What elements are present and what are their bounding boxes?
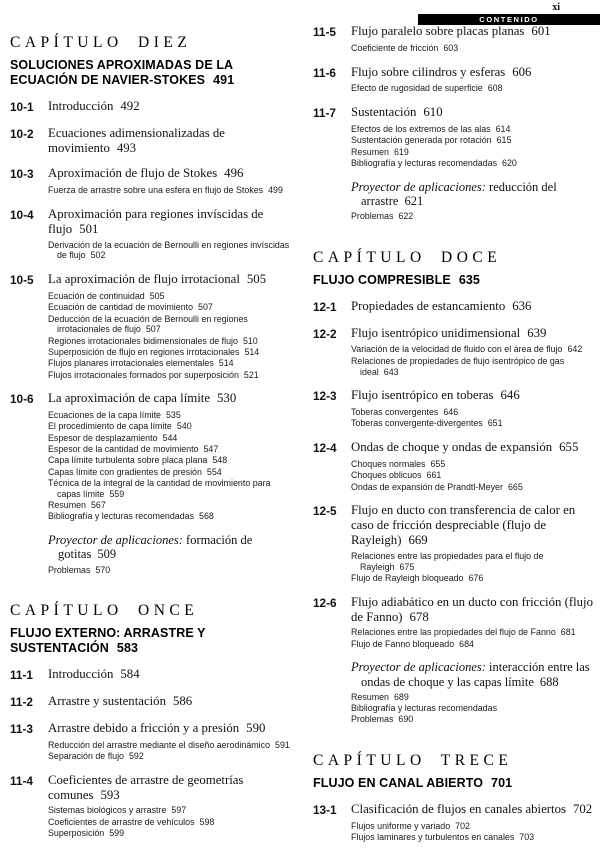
entry-page: 701	[491, 776, 513, 791]
toc-subentry	[48, 185, 291, 196]
entry-text	[48, 694, 293, 710]
toc-entry	[10, 207, 293, 237]
entry-page: 610	[423, 105, 443, 120]
entry-title: Propiedades de estancamiento	[351, 298, 506, 313]
entry-page: 676	[468, 572, 484, 583]
entry-title: Efectos de los extremos de las alas	[351, 123, 491, 134]
entry-title: Problemas	[351, 714, 394, 725]
entry-number: 11-4	[10, 773, 33, 788]
toc-subentry	[48, 314, 291, 336]
entry-page: 510	[242, 335, 258, 346]
toc-entry	[313, 388, 600, 404]
toc-subentry	[351, 459, 598, 470]
entry-page: 584	[120, 667, 140, 682]
entry-title: Sistemas biológicos y arrastre	[48, 805, 167, 816]
entry-page: 530	[217, 391, 237, 406]
entry-title: Flujos uniforme y variado	[351, 821, 451, 831]
page-number: xi	[552, 2, 560, 13]
entry-text	[351, 503, 600, 547]
entry-page: 496	[224, 166, 244, 181]
chapter-title	[10, 626, 293, 656]
project-entry	[351, 180, 600, 208]
entry-title: interacción entre las ondas de choque y las capas límite	[361, 660, 590, 689]
entry-text	[48, 99, 293, 115]
entry-page: 554	[206, 466, 222, 477]
entry-page: 535	[165, 410, 181, 421]
entry-number: 10-5	[10, 273, 34, 288]
entry-number: 10-4	[10, 207, 34, 222]
entry-title: Choques oblicuos	[351, 470, 422, 481]
entry-title: Variación de la velocidad de fluido con el área de flujo	[351, 344, 563, 355]
entry-number: 10-6	[10, 392, 34, 407]
entry-title: Ondas de expansión de Prandtl-Meyer	[351, 481, 503, 492]
entry-title: La aproximación de capa límite	[48, 391, 211, 406]
toc-subentry	[351, 158, 598, 169]
entry-page: 507	[145, 324, 161, 335]
entry-page: 570	[95, 564, 111, 575]
entry-title: Espesor de desplazamiento	[48, 432, 158, 443]
entry-page: 590	[246, 720, 266, 735]
entry-page: 684	[459, 638, 474, 649]
entry-title: Relaciones entre las propiedades del flujo de Fanno	[351, 627, 556, 638]
entry-page: 655	[430, 459, 446, 470]
entry-text	[48, 166, 293, 182]
entry-page: 603	[443, 42, 459, 53]
entry-title: Bibliografía y lecturas recomendadas	[48, 511, 195, 522]
entry-lead: Proyector de aplicaciones:	[351, 179, 486, 194]
entry-title: Toberas convergente-divergentes	[351, 418, 483, 429]
entry-page: 601	[531, 24, 551, 38]
entry-page: 646	[443, 407, 459, 418]
toc-subentry	[351, 135, 598, 146]
toc-subentry	[351, 714, 598, 725]
toc-entry	[10, 667, 293, 683]
toc-subentry	[48, 240, 291, 262]
entry-page: 499	[268, 185, 283, 196]
entry-title: Coeficientes de arrastre de vehículos	[48, 816, 195, 827]
entry-title: Superposición de flujo en regiones irrotacionales	[48, 346, 240, 357]
chapter-title	[10, 58, 293, 88]
toc-subentry	[48, 444, 291, 455]
toc-subentry	[48, 751, 291, 762]
entry-page: 639	[527, 325, 547, 340]
entry-page: 620	[502, 157, 517, 168]
entry-title: Capa límite turbulenta sobre placa plana	[48, 455, 208, 466]
entry-text	[48, 207, 293, 237]
entry-page: 646	[500, 388, 520, 403]
entry-page: 599	[109, 827, 125, 838]
entry-page: 661	[426, 470, 442, 481]
entry-number: 12-5	[313, 504, 337, 519]
entry-title: Resumen	[48, 500, 86, 511]
toc-subentry	[351, 344, 598, 355]
entry-title: Separación de flujo	[48, 751, 124, 761]
entry-page: 547	[203, 444, 219, 455]
toc-entry	[313, 595, 600, 625]
entry-title: Flujo de Fanno bloqueado	[351, 638, 455, 649]
project-entry	[48, 533, 293, 561]
entry-page: 622	[398, 211, 414, 222]
entry-page: 643	[383, 366, 399, 377]
toc-subentry	[48, 455, 291, 466]
entry-number: 10-1	[10, 100, 34, 114]
toc-entry	[313, 105, 600, 121]
entry-page: 586	[172, 694, 193, 709]
toc-entry	[313, 440, 600, 456]
toc-entry	[313, 503, 600, 547]
entry-page: 514	[218, 358, 234, 369]
entry-text	[351, 802, 600, 818]
entry-title: Relaciones entre las propiedades para el flujo de Rayleigh	[351, 550, 544, 572]
entry-page: 703	[519, 832, 535, 843]
entry-number: 12-6	[313, 595, 337, 610]
entry-title: Sustentación	[351, 105, 417, 120]
entry-page: 559	[109, 488, 125, 499]
entry-page: 651	[487, 418, 503, 429]
entry-page: 505	[246, 272, 267, 287]
entry-page: 690	[398, 714, 414, 725]
chapter-heading	[313, 249, 600, 266]
entry-page: 635	[458, 272, 480, 287]
entry-title: reducción del arrastre	[361, 179, 557, 208]
entry-title: Ecuaciones adimensionalizadas de movimiento	[48, 125, 225, 155]
entry-number: 11-5	[313, 25, 336, 39]
entry-number: 12-3	[313, 389, 337, 404]
toc-subentry	[351, 482, 598, 493]
toc-subentry	[48, 817, 291, 828]
entry-title: Flujos irrotacionales formados por superposición	[48, 369, 239, 380]
entry-page: 606	[512, 64, 532, 79]
entry-title: SOLUCIONES APROXIMADAS DE LA ECUACIÓN DE NAVIER-STOKES	[10, 58, 233, 87]
toc-subentry	[48, 433, 291, 444]
entry-number: 12-4	[313, 441, 337, 456]
toc-subentry	[48, 828, 291, 839]
entry-title: Ecuación de continuidad	[48, 290, 145, 301]
entry-title: Regiones irrotacionales bidimensionales de flujo	[48, 335, 238, 346]
entry-text	[351, 299, 600, 315]
toc-entry	[10, 391, 293, 407]
toc-subentry	[48, 478, 291, 500]
toc-entry	[313, 24, 600, 40]
entry-title: Flujo paralelo sobre placas planas	[351, 24, 525, 38]
toc-subentry	[48, 336, 291, 347]
entry-title: Toberas convergentes	[351, 407, 439, 418]
toc-entry	[10, 99, 293, 115]
chapter-title	[313, 273, 600, 288]
entry-title: Reducción del arrastre mediante el diseño aerodinámico	[48, 739, 271, 750]
entry-page: 702	[455, 821, 470, 831]
entry-page: 597	[171, 805, 187, 816]
toc-subentry	[48, 347, 291, 358]
entry-text	[351, 105, 600, 121]
entry-text	[48, 126, 293, 156]
entry-title: Arrastre y sustentación	[48, 694, 166, 709]
entry-title: Sustentación generada por rotación	[351, 135, 492, 146]
entry-page: 642	[567, 344, 583, 355]
entry-page: 505	[149, 290, 165, 301]
toc-subentry	[48, 370, 291, 381]
entry-title: Capas límite con gradientes de presión	[48, 466, 202, 477]
entry-page: 502	[90, 250, 106, 261]
toc-subentry	[48, 302, 291, 313]
chapter-heading-text: CAPÍTULO ONCE	[10, 602, 199, 620]
entry-page: 514	[244, 346, 260, 357]
toc-subentry	[351, 551, 598, 573]
running-header-label: CONTENIDO	[479, 15, 539, 24]
toc-subentry	[351, 147, 598, 158]
entry-page: 491	[213, 73, 235, 87]
project-entry	[351, 660, 600, 688]
chapter-heading-text: CAPÍTULO DIEZ	[10, 34, 192, 51]
toc-entry	[10, 272, 293, 288]
toc-entry	[10, 694, 293, 710]
entry-title: Flujo isentrópico unidimensional	[351, 325, 521, 340]
entry-page: 689	[393, 691, 409, 702]
entry-title: Coeficientes de arrastre de geometrías comunes	[48, 772, 244, 802]
chapter-heading-text: CAPÍTULO TRECE	[313, 752, 513, 770]
toc-subentry	[351, 832, 598, 843]
entry-title: Bibliografía y lecturas recomendadas	[351, 703, 498, 714]
toc-subentry	[351, 821, 598, 832]
entry-page: 675	[399, 561, 415, 572]
entry-title: Superposición	[48, 827, 105, 838]
entry-page: 583	[116, 641, 139, 656]
entry-title: Efecto de rugosidad de superficie	[351, 83, 483, 94]
entry-text	[48, 773, 293, 803]
entry-page: 591	[275, 739, 290, 750]
entry-title: FLUJO EXTERNO: ARRASTRE Y SUSTENTACIÓN	[10, 626, 206, 656]
entry-page: 501	[79, 221, 99, 236]
entry-page: 615	[496, 135, 512, 146]
toc-entry	[10, 773, 293, 803]
toc-subentry	[351, 418, 598, 429]
entry-title: Bibliografía y lecturas recomendadas	[351, 157, 498, 168]
entry-page: 621	[404, 193, 424, 208]
toc-entry	[10, 126, 293, 156]
chapter-heading	[10, 602, 293, 619]
entry-lead: Proyector de aplicaciones:	[48, 533, 183, 548]
entry-page: 540	[176, 421, 192, 432]
toc-subentry	[351, 627, 598, 638]
toc-subentry	[48, 467, 291, 478]
toc-entry	[313, 326, 600, 342]
entry-title: Ecuaciones de la capa límite	[48, 410, 161, 421]
chapter-heading-text: CAPÍTULO DOCE	[313, 248, 502, 266]
entry-title: Deducción de la ecuación de Bernoulli en regiones irrotacionales de flujo	[48, 313, 248, 335]
entry-title: FLUJO EN CANAL ABIERTO	[313, 776, 484, 791]
entry-title: Aproximación para regiones invíscidas de flujo	[48, 206, 264, 236]
entry-title: Flujos planares irrotacionales elementales	[48, 358, 214, 369]
entry-number: 12-2	[313, 326, 337, 341]
entry-title: Relaciones de propiedades de flujo isentrópico de gas ideal	[351, 355, 565, 377]
entry-page: 614	[495, 123, 511, 134]
entry-page: 544	[162, 432, 178, 443]
entry-text	[351, 24, 600, 40]
entry-title: Fuerza de arrastre sobre una esfera en flujo de Stokes	[48, 185, 264, 196]
entry-page: 678	[409, 609, 429, 624]
entry-number: 11-6	[313, 65, 336, 80]
entry-title: Derivación de la ecuación de Bernoulli en regiones invíscidas de flujo	[48, 239, 290, 261]
entry-title: Técnica de la integral de la cantidad de movimiento para capas límite	[48, 477, 271, 499]
entry-text	[48, 272, 293, 288]
entry-page: 655	[559, 440, 579, 455]
entry-page: 567	[90, 500, 106, 511]
toc-subentry	[351, 692, 598, 703]
entry-text	[351, 440, 600, 456]
toc-subentry	[48, 565, 291, 576]
toc-subentry	[351, 83, 598, 94]
toc-subentry	[351, 639, 598, 650]
entry-lead: Proyector de aplicaciones:	[351, 660, 486, 675]
entry-title: Flujo isentrópico en toberas	[351, 388, 494, 403]
entry-number: 11-2	[10, 695, 33, 710]
toc-subentry	[351, 211, 598, 222]
toc-subentry	[48, 421, 291, 432]
entry-title: Clasificación de flujos en canales abiertos	[351, 802, 566, 817]
entry-title: FLUJO COMPRESIBLE	[313, 272, 451, 287]
entry-text	[48, 667, 293, 683]
toc-entry	[313, 299, 600, 315]
entry-title: Arrastre debido a fricción y a presión	[48, 720, 240, 735]
entry-page: 636	[512, 298, 532, 313]
toc-subentry	[48, 291, 291, 302]
entry-title: Coeficiente de fricción	[351, 42, 439, 53]
entry-text	[351, 65, 600, 81]
entry-number: 11-1	[10, 668, 33, 683]
toc-entry	[313, 802, 600, 818]
toc-subentry	[351, 573, 598, 584]
entry-text	[48, 391, 293, 407]
entry-number: 12-1	[313, 299, 337, 314]
entry-text	[351, 595, 600, 625]
entry-page: 702	[572, 802, 593, 817]
toc-subentry	[351, 356, 598, 378]
entry-page: 608	[487, 83, 503, 94]
entry-title: Ondas de choque y ondas de expansión	[351, 440, 553, 455]
toc-subentry	[48, 511, 291, 522]
toc-subentry	[48, 805, 291, 816]
entry-text	[351, 388, 600, 404]
entry-title: La aproximación de flujo irrotacional	[48, 272, 240, 287]
entry-title: Flujo en ducto con transferencia de calor en caso de fricción despreciable (flujo de Rayleigh)	[351, 503, 576, 548]
toc-columns	[10, 22, 600, 843]
entry-number: 11-7	[313, 106, 336, 121]
entry-title: Problemas	[48, 564, 91, 575]
entry-text	[48, 721, 293, 737]
entry-page: 548	[212, 455, 228, 466]
entry-title: Espesor de la cantidad de movimiento	[48, 444, 199, 455]
entry-page: 507	[198, 302, 213, 313]
toc-subentry	[351, 470, 598, 481]
entry-number: 10-3	[10, 167, 34, 182]
toc-subentry	[351, 43, 598, 54]
toc-subentry	[351, 703, 598, 714]
entry-page: 568	[199, 511, 214, 522]
entry-title: formación de gotitas	[58, 533, 253, 562]
toc-subentry	[351, 124, 598, 135]
toc-entry	[10, 166, 293, 182]
chapter-heading	[313, 752, 600, 769]
entry-page: 592	[128, 751, 144, 761]
entry-page: 493	[116, 140, 137, 155]
toc-entry	[10, 721, 293, 737]
entry-page: 688	[539, 674, 559, 689]
chapter-heading	[10, 34, 293, 51]
entry-page: 598	[199, 816, 215, 827]
entry-title: Ecuación de cantidad de movimiento	[48, 302, 194, 313]
entry-page: 521	[243, 369, 259, 380]
entry-number: 10-2	[10, 126, 34, 141]
entry-title: El procedimiento de capa límite	[48, 421, 172, 432]
toc-entry	[313, 65, 600, 81]
toc-subentry	[351, 407, 598, 418]
entry-page: 593	[100, 787, 120, 802]
entry-page: 509	[97, 547, 117, 562]
toc-subentry	[48, 500, 291, 511]
chapter-title	[313, 776, 600, 791]
entry-number: 11-3	[10, 721, 33, 736]
entry-title: Introducción	[48, 667, 114, 682]
entry-title: Flujo de Rayleigh bloqueado	[351, 572, 464, 583]
entry-page: 665	[507, 481, 523, 492]
entry-title: Resumen	[351, 146, 389, 157]
entry-number: 13-1	[313, 803, 337, 818]
entry-title: Flujo adiabático en un ducto con fricción (flujo de Fanno)	[351, 594, 594, 624]
entry-page: 681	[560, 627, 576, 638]
entry-title: Choques normales	[351, 459, 426, 470]
entry-title: Flujo sobre cilindros y esferas	[351, 64, 506, 79]
entry-title: Resumen	[351, 691, 389, 702]
entry-title: Introducción	[48, 99, 114, 113]
entry-page: 492	[120, 99, 140, 113]
entry-title: Flujos laminares y turbulentos en canales	[351, 832, 515, 843]
toc-subentry	[48, 358, 291, 369]
toc-subentry	[48, 410, 291, 421]
entry-page: 669	[408, 533, 428, 548]
toc-subentry	[48, 740, 291, 751]
entry-title: Aproximación de flujo de Stokes	[48, 166, 218, 181]
toc-column-right	[313, 22, 600, 843]
entry-text	[351, 326, 600, 342]
toc-column-left	[10, 22, 293, 843]
entry-title: Problemas	[351, 211, 394, 222]
entry-page: 619	[393, 146, 409, 157]
